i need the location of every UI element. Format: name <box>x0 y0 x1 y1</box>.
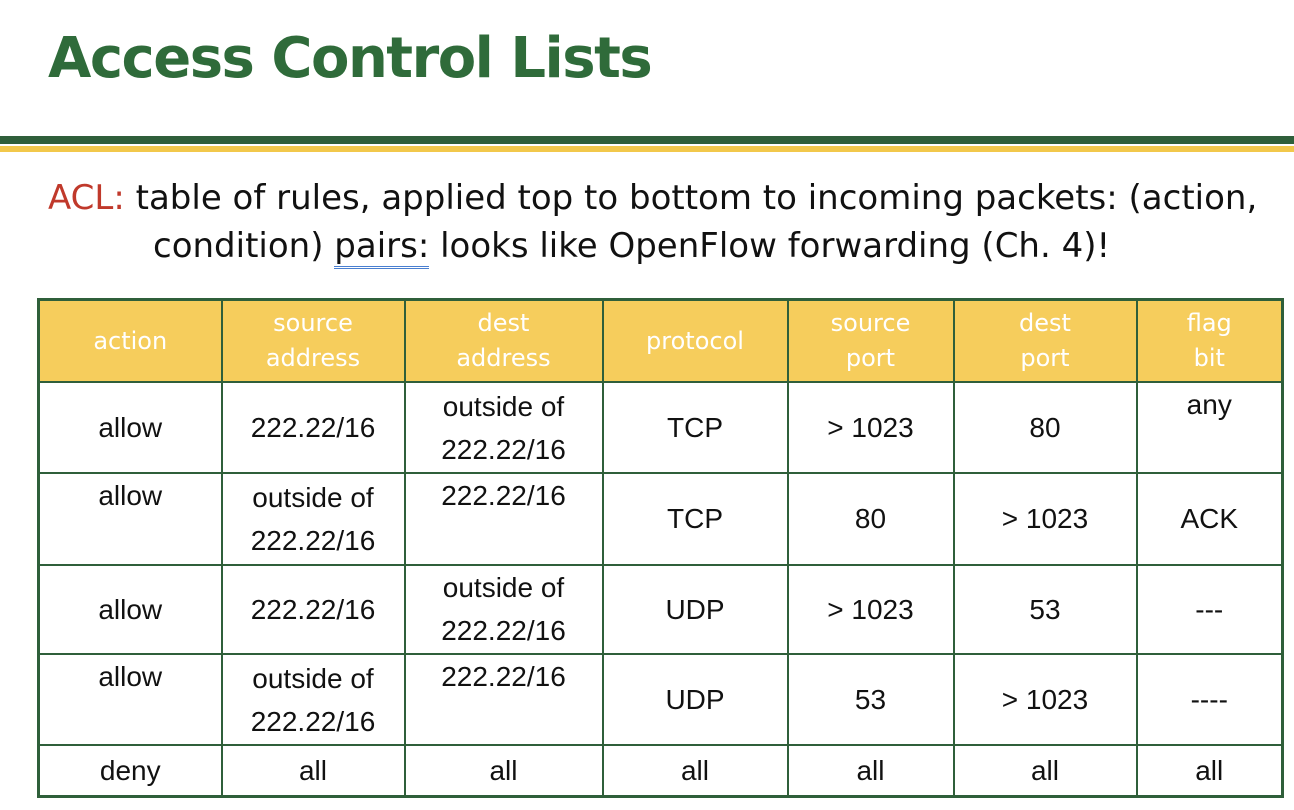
cell-flag-bit: all <box>1137 745 1283 796</box>
cell-protocol: UDP <box>603 565 788 654</box>
acl-definition-condition: condition) <box>153 226 335 266</box>
title-divider-green <box>0 136 1294 144</box>
cell-flag-bit: any <box>1137 382 1283 473</box>
header-source-port: source port <box>788 300 954 383</box>
cell-dest-port: > 1023 <box>954 473 1137 564</box>
cell-action: allow <box>39 473 222 564</box>
cell-dest-address: outside of 222.22/16 <box>405 382 603 473</box>
cell-action: allow <box>39 565 222 654</box>
acl-definition-pairs: pairs: <box>334 226 429 269</box>
cell-source-address: outside of 222.22/16 <box>222 654 405 745</box>
cell-protocol: all <box>603 745 788 796</box>
cell-protocol: TCP <box>603 473 788 564</box>
table-row <box>39 745 1283 796</box>
table-row <box>39 382 1283 473</box>
cell-source-port: all <box>788 745 954 796</box>
cell-source-address: all <box>222 745 405 796</box>
header-dest-port: dest port <box>954 300 1137 383</box>
header-source-address: source address <box>222 300 405 383</box>
cell-action: allow <box>39 654 222 745</box>
cell-flag-bit: ACK <box>1137 473 1283 564</box>
cell-action: deny <box>39 745 222 796</box>
cell-flag-bit: ---- <box>1137 654 1283 745</box>
cell-source-port: 80 <box>788 473 954 564</box>
title-divider-yellow <box>0 146 1294 152</box>
table-header-row <box>39 300 1283 383</box>
cell-action: allow <box>39 382 222 473</box>
header-flag-bit: flag bit <box>1137 300 1283 383</box>
table-row <box>39 565 1283 654</box>
header-dest-address: dest address <box>405 300 603 383</box>
table-row <box>39 473 1283 564</box>
cell-source-address: 222.22/16 <box>222 382 405 473</box>
cell-source-port: 53 <box>788 654 954 745</box>
acl-label: ACL: <box>48 178 125 218</box>
cell-dest-port: 80 <box>954 382 1137 473</box>
cell-source-port: > 1023 <box>788 382 954 473</box>
cell-dest-address: 222.22/16 <box>405 473 603 564</box>
cell-source-port: > 1023 <box>788 565 954 654</box>
acl-definition-line2 <box>48 222 1288 270</box>
cell-dest-port: all <box>954 745 1137 796</box>
acl-definition-text: table of rules, applied top to bottom to incoming packets: (action, <box>124 178 1258 218</box>
acl-definition-openflow: looks like OpenFlow forwarding (Ch. 4)! <box>429 226 1111 266</box>
cell-dest-address: outside of 222.22/16 <box>405 565 603 654</box>
header-action: action <box>39 300 222 383</box>
table-row <box>39 654 1283 745</box>
cell-protocol: UDP <box>603 654 788 745</box>
cell-dest-port: > 1023 <box>954 654 1137 745</box>
cell-source-address: 222.22/16 <box>222 565 405 654</box>
acl-rules-table <box>37 298 1284 798</box>
cell-flag-bit: --- <box>1137 565 1283 654</box>
acl-definition <box>48 174 1288 270</box>
cell-source-address: outside of 222.22/16 <box>222 473 405 564</box>
cell-dest-address: 222.22/16 <box>405 654 603 745</box>
header-protocol: protocol <box>603 300 788 383</box>
cell-protocol: TCP <box>603 382 788 473</box>
page-title: Access Control Lists <box>48 26 652 91</box>
cell-dest-port: 53 <box>954 565 1137 654</box>
cell-dest-address: all <box>405 745 603 796</box>
